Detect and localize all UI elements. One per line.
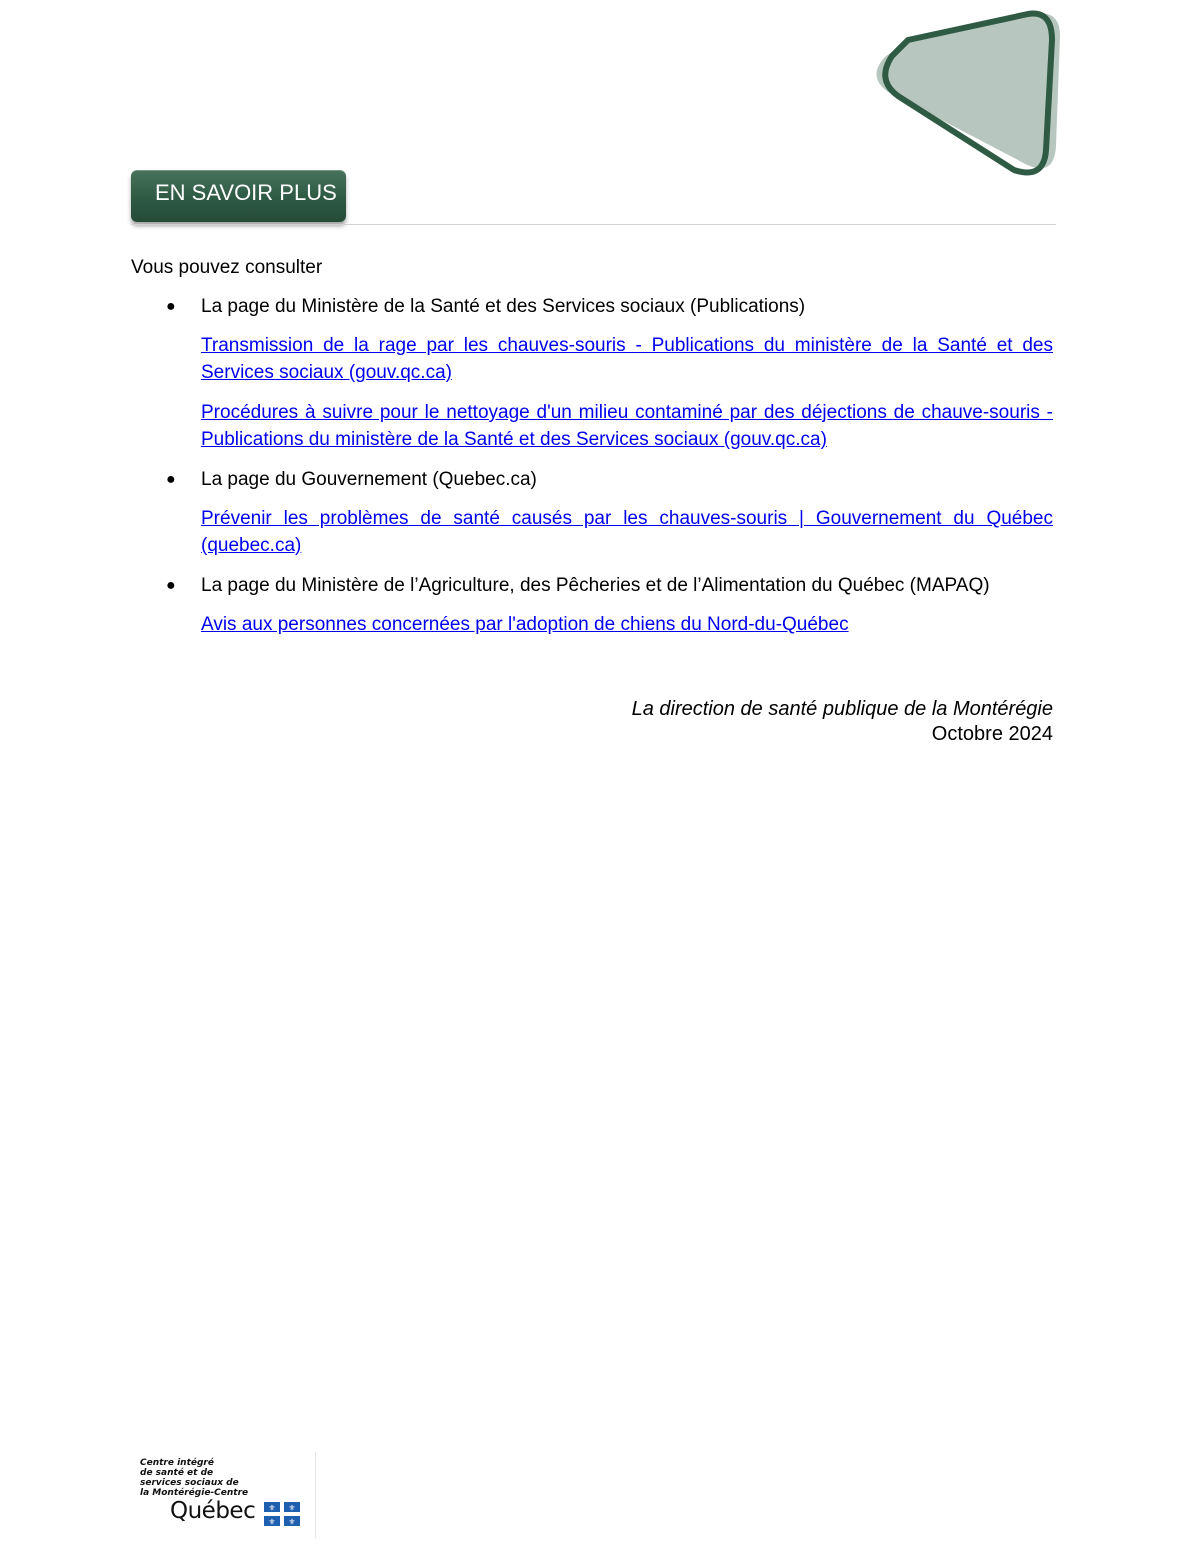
logo-text <box>140 1458 248 1498</box>
logo-line: services sociaux de <box>140 1478 239 1488</box>
bullet-dot-icon: ● <box>166 298 176 315</box>
link-prevenir-problemes[interactable]: Prévenir les problèmes de santé causés par les chauves-souris | Gouvernement du Québec (quebec.ca) <box>201 508 1053 556</box>
bullet-dot-icon: ● <box>166 577 176 594</box>
bullet-item-gouvernement <box>166 468 537 492</box>
cisss-logo <box>130 1452 316 1538</box>
logo-line: Centre intégré <box>140 1458 214 1468</box>
link-avis-adoption-chiens[interactable]: Avis aux personnes concernées par l'adoption de chiens du Nord-du-Québec <box>201 614 849 635</box>
bullet-dot-icon: ● <box>166 471 176 488</box>
header-divider <box>131 224 1056 225</box>
signature-organization: La direction de santé publique de la Montérégie <box>631 698 1053 720</box>
link-transmission-rage[interactable]: Transmission de la rage par les chauves-souris - Publications du ministère de la Santé et des Services sociaux (gouv.qc.ca) <box>201 335 1053 383</box>
svg-text:⚜: ⚜ <box>288 1503 296 1513</box>
corner-decoration <box>868 10 1068 186</box>
intro-text: Vous pouvez consulter <box>131 257 323 278</box>
logo-line: la Montérégie-Centre <box>140 1488 249 1498</box>
logo-line: de santé et de <box>140 1468 214 1478</box>
bullet-item-msss <box>166 295 805 319</box>
bullet-label: La page du Ministère de l’Agriculture, des Pêcheries et de l’Alimentation du Québec (MAPAQ) <box>201 575 990 596</box>
bullet-item-mapaq <box>166 574 990 598</box>
svg-text:⚜: ⚜ <box>268 1503 276 1513</box>
quebec-wordmark: Québec <box>170 1498 256 1524</box>
svg-text:⚜: ⚜ <box>268 1517 276 1526</box>
bullet-label: La page du Gouvernement (Quebec.ca) <box>201 469 537 490</box>
signature-date: Octobre 2024 <box>931 723 1053 745</box>
quebec-flag-icon <box>264 1502 300 1526</box>
signature-block <box>632 697 1053 747</box>
section-header-badge: EN SAVOIR PLUS <box>131 170 346 222</box>
bullet-label: La page du Ministère de la Santé et des Services sociaux (Publications) <box>201 296 806 317</box>
link-nettoyage-milieu[interactable]: Procédures à suivre pour le nettoyage d'un milieu contaminé par des déjections de chauve-souris - Publications du ministère de la Santé et des Services sociaux (gouv.qc.ca) <box>201 402 1053 450</box>
svg-text:⚜: ⚜ <box>288 1517 296 1526</box>
